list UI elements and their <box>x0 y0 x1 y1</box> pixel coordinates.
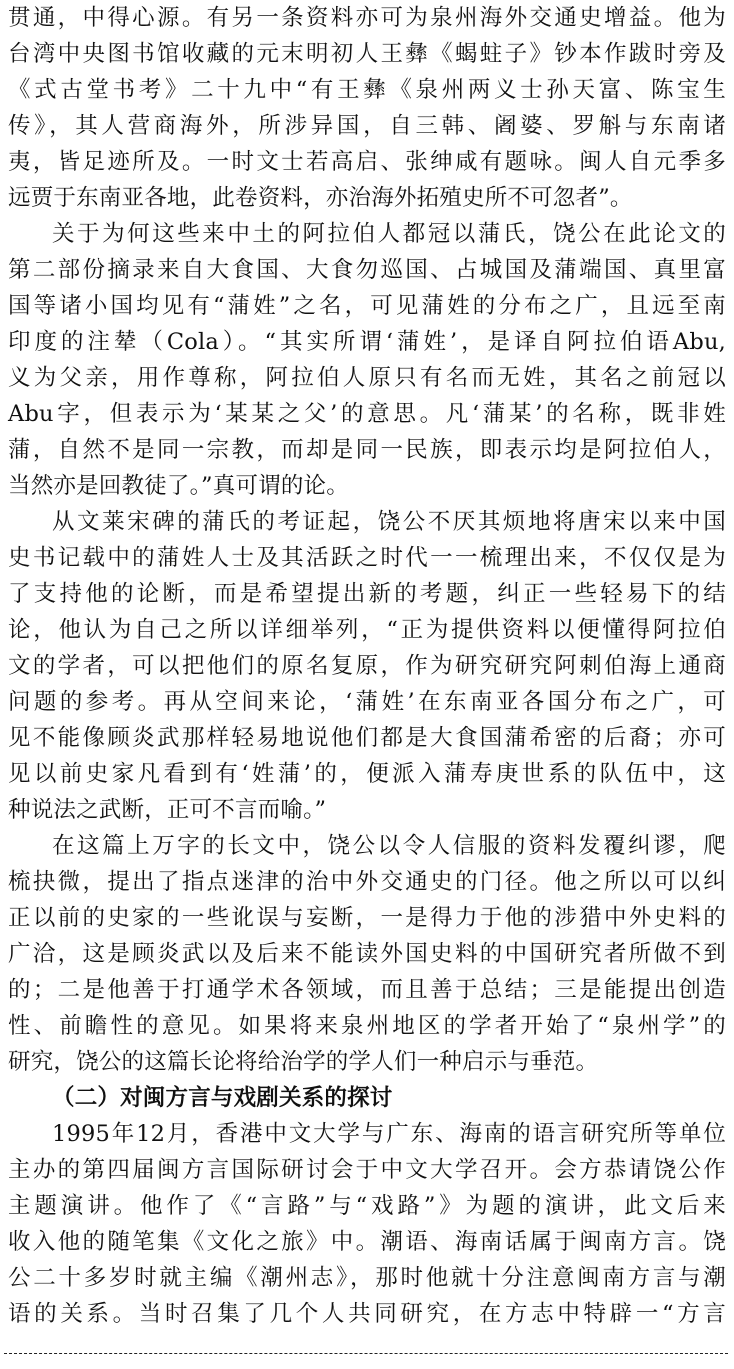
text-line: 传》，其人营商海外，所涉异国，自三韩、阇婆、罗斛与东南诸 <box>8 113 726 139</box>
text-line: 夷，皆足迹所及。一时文士若高启、张绅咸有题咏。闽人自元季多 <box>8 149 726 175</box>
text-line: 收入他的随笔集《文化之旅》中。潮语、海南话属于闽南方言。饶 <box>8 1229 726 1255</box>
text-line: 性、前瞻性的意见。如果将来泉州地区的学者开始了“泉州学”的 <box>8 1013 726 1039</box>
text-line: 国等诸小国均见有“蒲姓”之名，可见蒲姓的分布之广，且远至南 <box>8 293 726 319</box>
text-line: 文的学者，可以把他们的原名复原，作为研究研究阿刺伯海上通商 <box>8 653 726 679</box>
text-line: 问题的参考。再从空间来论，‘蒲姓’在东南亚各国分布之广，可 <box>8 689 726 715</box>
page-bottom-divider <box>4 1353 728 1354</box>
text-line: 梳抉微，提出了指点迷津的治中外交通史的门径。他之所以可以纠 <box>8 869 726 895</box>
text-line: 见不能像顾炎武那样轻易地说他们都是大食国蒲希密的后裔；亦可 <box>8 725 726 751</box>
section-heading: （二）对闽方言与戏剧关系的探讨 <box>52 1085 393 1111</box>
text-line: 《式古堂书考》二十九中“有王彝《泉州两义士孙天富、陈宝生 <box>8 77 726 103</box>
text-line: 主题演讲。他作了《“言路”与“戏路”》为题的演讲，此文后来 <box>8 1193 726 1219</box>
text-line: 远贾于东南亚各地，此卷资料，亦治海外拓殖史所不可忽者”。 <box>8 185 633 211</box>
text-line: 义为父亲，用作尊称，阿拉伯人原只有名而无姓，其名之前冠以 <box>8 365 726 391</box>
paragraph-first-line: 关于为何这些来中土的阿拉伯人都冠以蒲氏，饶公在此论文的 <box>52 221 726 247</box>
paragraph-first-line: 从文莱宋碑的蒲氏的考证起，饶公不厌其烦地将唐宋以来中国 <box>52 509 726 535</box>
text-line: 研究，饶公的这篇长论将给治学的学人们一种启示与垂范。 <box>8 1049 599 1075</box>
paragraph-first-line: 在这篇上万字的长文中，饶公以令人信服的资料发覆纠谬，爬 <box>52 833 726 859</box>
text-line: 论，他认为自己之所以详细举列，“正为提供资料以便懂得阿拉伯 <box>8 617 726 643</box>
text-line: 印度的注辇（Cola）。“其实所谓‘蒲姓’，是译自阿拉伯语Abu, <box>8 329 726 355</box>
text-line: Abu字，但表示为‘某某之父’的意思。凡‘蒲某’的名称，既非姓 <box>8 401 726 427</box>
text-line: 当然亦是回教徒了。”真可谓的论。 <box>8 473 349 499</box>
text-line: 贯通，中得心源。有另一条资料亦可为泉州海外交通史增益。他为 <box>8 5 726 31</box>
text-line: 了支持他的论断，而是希望提出新的考题，纠正一些轻易下的结 <box>8 581 726 607</box>
text-line: 的；二是他善于打通学术各领域，而且善于总结；三是能提出创造 <box>8 977 726 1003</box>
text-line: 第二部份摘录来自大食国、大食勿巡国、占城国及蒲端国、真里富 <box>8 257 726 283</box>
text-line: 主办的第四届闽方言国际研讨会于中文大学召开。会方恭请饶公作 <box>8 1157 726 1183</box>
text-line: 正以前的史家的一些讹误与妄断，一是得力于他的涉猎中外史料的 <box>8 905 726 931</box>
text-line: 史书记载中的蒲姓人士及其活跃之时代一一梳理出来，不仅仅是为 <box>8 545 726 571</box>
text-line: 见以前史家凡看到有‘姓蒲’的，便派入蒲寿庚世系的队伍中，这 <box>8 761 726 787</box>
text-line: 公二十多岁时就主编《潮州志》，那时他就十分注意闽南方言与潮 <box>8 1265 726 1291</box>
text-line: 蒲，自然不是同一宗教，而却是同一民族，即表示均是阿拉伯人， <box>8 437 726 463</box>
text-line: 语的关系。当时召集了几个人共同研究，在方志中特辟一“方言 <box>8 1301 726 1327</box>
paragraph-first-line: 1995年12月，香港中文大学与广东、海南的语言研究所等单位 <box>52 1121 726 1147</box>
text-line: 广洽，这是顾炎武以及后来不能读外国史料的中国研究者所做不到 <box>8 941 726 967</box>
text-line: 台湾中央图书馆收藏的元末明初人王彝《蝎蛀子》钞本作跋时旁及 <box>8 41 726 67</box>
text-line: 种说法之武断，正可不言而喻。” <box>8 797 327 823</box>
